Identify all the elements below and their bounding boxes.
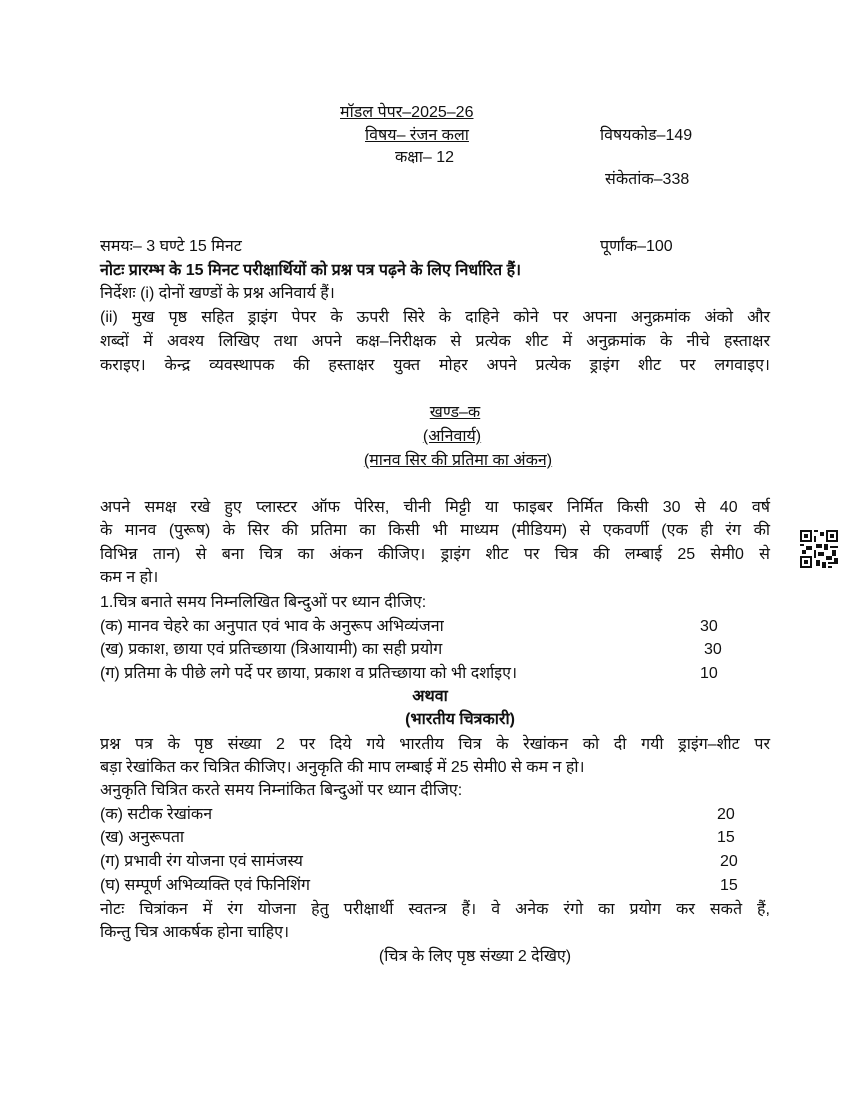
alt-point-label: (घ) सम्पूर्ण अभिव्यक्ति एवं फिनिशिंग: [100, 877, 310, 894]
alt-point-marks: 20: [720, 853, 738, 870]
alt-point-marks: 20: [717, 806, 735, 823]
alt-topic: (भारतीय चित्रकारी): [405, 711, 515, 728]
see-page: (चित्र के लिए पृष्ठ संख्या 2 देखिए): [378, 948, 572, 965]
points-intro: 1.चित्र बनाते समय निम्नलिखित बिन्दुओं पर ध्यान दीजिए:: [100, 594, 427, 611]
alt-para-line: बड़ा रेखांकित कर चित्रित कीजिए। अनुकृति की माप लम्बाई में 25 सेमी0 से कम न हो।: [100, 759, 585, 776]
alt-point-marks: 15: [720, 877, 738, 894]
instruction-2-line: शब्दों में अवश्य लिखिए तथा अपने कक्ष–निरीक्षक से प्रत्येक शीट में अनुक्रमांक के नीचे हस्ताक्षर: [100, 333, 770, 350]
point-marks: 30: [704, 641, 722, 658]
alt-para-line: प्रश्न पत्र के पृष्ठ संख्या 2 पर दिये गये भारतीय चित्र के रेखांकन को दी गयी ड्राइंग–शीट पर: [100, 736, 770, 753]
point-label: (क) मानव चेहरे का अनुपात एवं भाव के अनुरूप अभिव्यंजना: [100, 618, 444, 635]
instruction-2-line: (ii) मुख पृष्ठ सहित ड्राइंग पेपर के ऊपरी सिरे के दाहिने कोने पर अपना अनुक्रमांक अंको और: [100, 309, 770, 326]
para-line: कम न हो।: [100, 569, 159, 586]
para-line: अपने समक्ष रखे हुए प्लास्टर ऑफ पेरिस, चीनी मिट्टी या फाइबर निर्मित किसी 30 से 40 वर्ष: [100, 499, 770, 516]
section-title: खण्ड–क: [429, 404, 481, 421]
or-label: अथवा: [412, 688, 448, 705]
note-line: नोटः चित्रांकन में रंग योजना हेतु परीक्षार्थी स्वतन्त्र हैं। वे अनेक रंगो का प्रयोग कर सकते हैं,: [100, 901, 770, 918]
note: नोटः प्रारम्भ के 15 मिनट परीक्षार्थियों को प्रश्न पत्र पढ़ने के लिए निर्धारित हैं।: [100, 262, 522, 279]
subject: विषय– रंजन कला: [365, 127, 469, 144]
subject-code: विषयकोड–149: [600, 127, 693, 144]
alt-point-label: (ख) अनुरूपता: [100, 829, 185, 846]
qr-code-icon: [800, 530, 838, 568]
point-label: (ग) प्रतिमा के पीछे लगे पर्दे पर छाया, प्रकाश व प्रतिच्छाया को भी दर्शाइए।: [100, 665, 518, 682]
alt-point-marks: 15: [717, 829, 735, 846]
point-marks: 10: [700, 665, 718, 682]
code-number: संकेतांक–338: [605, 171, 690, 188]
class: कक्षा– 12: [395, 149, 455, 166]
para-line: विभिन्न तान) से बना चित्र का अंकन कीजिए। ड्राइंग शीट पर चित्र की लम्बाई 25 सेमी0 से: [100, 546, 770, 563]
section-topic: (मानव सिर की प्रतिमा का अंकन): [363, 452, 553, 469]
para-line: के मानव (पुरूष) के सिर की प्रतिमा का किसी भी माध्यम (मीडियम) से एकवर्णी (एक ही रंग की: [100, 522, 770, 539]
point-marks: 30: [700, 618, 718, 635]
alt-intro: अनुकृति चित्रित करते समय निम्नांकित बिन्दुओं पर ध्यान दीजिए:: [100, 782, 463, 799]
alt-point-label: (ग) प्रभावी रंग योजना एवं सामंजस्य: [100, 853, 303, 870]
instruction-1: निर्देशः (i) दोनों खण्डों के प्रश्न अनिवार्य हैं।: [100, 285, 335, 302]
instruction-2-line: कराइए। केन्द्र व्यवस्थापक की हस्ताक्षर युक्त मोहर अपने प्रत्येक ड्राइंग शीट पर लगवाइए।: [100, 357, 770, 374]
time: समयः– 3 घण्टे 15 मिनट: [100, 238, 242, 255]
section-compulsory: (अनिवार्य): [422, 428, 482, 445]
max-marks: पूर्णांक–100: [600, 238, 673, 255]
point-label: (ख) प्रकाश, छाया एवं प्रतिच्छाया (त्रिआयामी) का सही प्रयोग: [100, 641, 443, 658]
alt-point-label: (क) सटीक रेखांकन: [100, 806, 213, 823]
note-line: किन्तु चित्र आकर्षक होना चाहिए।: [100, 924, 290, 941]
paper-title: मॉडल पेपर–2025–26: [340, 104, 474, 121]
